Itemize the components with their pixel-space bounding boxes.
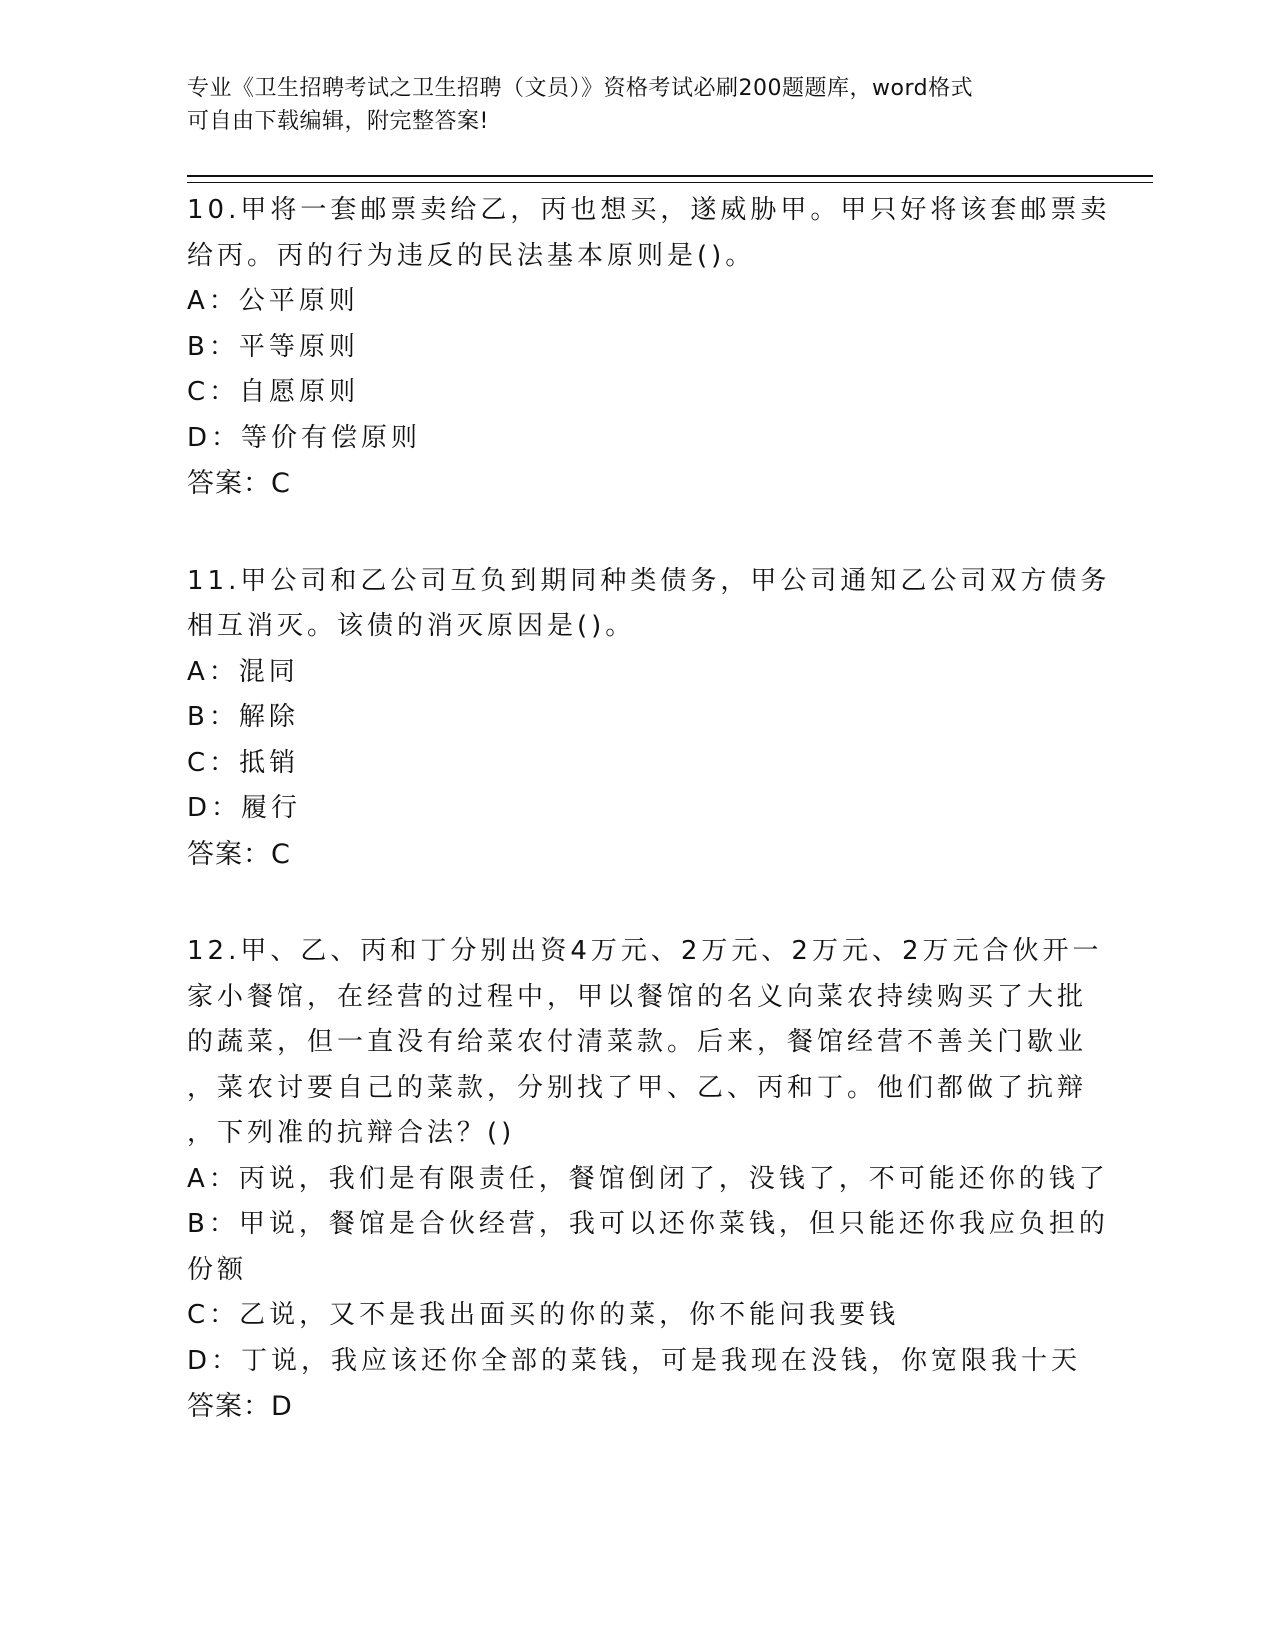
option-d: D：履行 xyxy=(187,793,302,823)
question-10 xyxy=(187,188,1111,507)
question-stem-line: ，菜农讨要自己的菜款，分别找了甲、乙、丙和丁。他们都做了抗辩 xyxy=(187,1072,1088,1103)
option-b-continued: 份额 xyxy=(187,1254,248,1285)
header-line-1: 专业《卫生招聘考试之卫生招聘（文员）》资格考试必刷200题题库，word格式 xyxy=(187,76,974,101)
option-b: B：解除 xyxy=(187,702,299,732)
option-b: B：甲说，餐馆是合伙经营，我可以还你菜钱，但只能还你我应负担的 xyxy=(187,1209,1109,1239)
option-a: A：公平原则 xyxy=(187,286,359,316)
document-header xyxy=(187,72,1087,138)
option-a: A：丙说，我们是有限责任，餐馆倒闭了，没钱了，不可能还你的钱了 xyxy=(187,1163,1109,1194)
option-d: D：等价有偿原则 xyxy=(187,422,422,453)
answer-line: 答案：D xyxy=(187,1391,293,1422)
question-stem-line: 的蔬菜，但一直没有给菜农付清菜款。后来，餐馆经营不善关门歇业 xyxy=(187,1027,1088,1057)
question-11 xyxy=(187,559,1111,878)
answer-line: 答案：C xyxy=(187,468,291,499)
answer-line: 答案：C xyxy=(187,838,291,870)
option-c: C：抵销 xyxy=(187,747,300,778)
option-b: B：平等原则 xyxy=(187,331,359,362)
option-a: A：混同 xyxy=(187,656,299,687)
option-c: C：乙说，又不是我出面买的你的菜，你不能问我要钱 xyxy=(187,1300,900,1330)
header-divider-thick xyxy=(187,175,1153,177)
question-stem-line: 家小餐馆，在经营的过程中，甲以餐馆的名义向菜农持续购买了大批 xyxy=(187,981,1088,1012)
question-stem-line: 给丙。丙的行为违反的民法基本原则是()。 xyxy=(187,240,756,271)
option-c: C：自愿原则 xyxy=(187,377,360,407)
question-12 xyxy=(187,929,1109,1430)
header-line-2: 可自由下载编辑，附完整答案! xyxy=(187,109,489,134)
header-divider-thin xyxy=(187,182,1153,183)
question-stem-line: 10.甲将一套邮票卖给乙，丙也想买，遂威胁甲。甲只好将该套邮票卖 xyxy=(187,195,1111,225)
option-d: D：丁说，我应该还你全部的菜钱，可是我现在没钱，你宽限我十天 xyxy=(187,1345,1082,1376)
question-list xyxy=(187,188,1111,1482)
question-stem-line: 12.甲、乙、丙和丁分别出资4万元、2万元、2万元、2万元合伙开一 xyxy=(187,936,1103,966)
question-stem-line: ，下列准的抗辩合法？() xyxy=(187,1118,516,1148)
question-stem-line: 11.甲公司和乙公司互负到期同种类债务，甲公司通知乙公司双方债务 xyxy=(187,565,1111,596)
question-stem-line: 相互消灭。该债的消灭原因是()。 xyxy=(187,611,636,641)
